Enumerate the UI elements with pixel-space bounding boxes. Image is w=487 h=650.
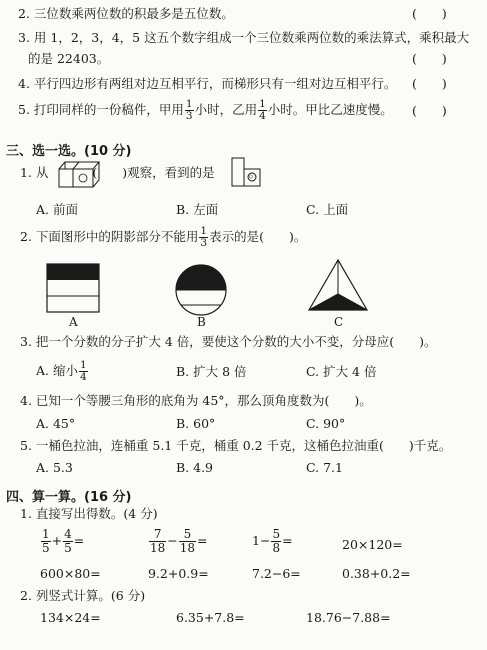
choose-q1-text-pre: 1. 从 — [20, 165, 49, 180]
choose-q5-option-a[interactable]: A. 5.3 — [36, 460, 73, 475]
calc-item-1a — [40, 528, 84, 555]
choose-q3-option-b[interactable]: B. 扩大 8 倍 — [176, 364, 247, 379]
calc-item-2b: 9.2+0.9= — [148, 566, 209, 581]
choose-q3: 3. 把一个分数的分子扩大 4 倍，要使这个分数的大小不变，分母应( )。 — [20, 334, 437, 349]
judge-q2: 2. 三位数乘两位数的积最多是五位数。 — [18, 6, 234, 21]
denominator: 18 — [179, 541, 196, 555]
equals-sign: = — [197, 533, 208, 548]
judge-q5-text-post: 小时。甲比乙速度慢。 — [267, 102, 393, 117]
denominator: 18 — [150, 541, 166, 555]
choose-q3-option-c[interactable]: C. 扩大 4 倍 — [306, 364, 377, 379]
fraction — [271, 528, 281, 555]
judge-q5-text-mid: 小时，乙用 — [194, 102, 258, 117]
choose-q1-text-mid: ( )观察，看到的是 — [92, 165, 215, 180]
denominator: 5 — [42, 541, 50, 555]
choose-q2-text-post: 表示的是( )。 — [209, 229, 307, 244]
choose-q1-text-end: 。 — [248, 165, 262, 180]
numerator: 1 — [200, 225, 208, 237]
shape-b-caption: B — [197, 315, 206, 329]
denominator: 3 — [200, 237, 208, 249]
answer-paren[interactable]: ( ) — [412, 51, 447, 66]
shape-c-triangle — [305, 258, 371, 314]
choose-q4-option-c[interactable]: C. 90° — [306, 416, 346, 431]
calc-sub1: 1. 直接写出得数。(4 分) — [20, 506, 158, 521]
numerator: 5 — [179, 528, 196, 542]
calc-item-1d: 20×120= — [342, 537, 403, 552]
choose-q5-option-c[interactable]: C. 7.1 — [306, 460, 343, 475]
choose-q3-option-a[interactable] — [36, 360, 89, 383]
shape-c-caption: C — [334, 315, 344, 329]
choose-q4-option-b[interactable]: B. 60° — [176, 416, 216, 431]
operator: + — [51, 533, 63, 548]
calc-vertical-1: 134×24= — [40, 610, 101, 625]
choose-q2 — [20, 226, 306, 249]
shape-a-caption: A — [69, 315, 78, 329]
operator: − — [167, 533, 178, 548]
choose-q5-option-b[interactable]: B. 4.9 — [176, 460, 214, 475]
calc-item-1c-pre: 1− — [252, 533, 271, 548]
fraction — [179, 528, 196, 555]
section-title-choose: 三、选一选。(10 分) — [6, 144, 132, 159]
calc-vertical-3: 18.76−7.88= — [306, 610, 391, 625]
numerator: 1 — [259, 98, 266, 110]
denominator: 4 — [79, 371, 87, 383]
calc-vertical-2: 6.35+7.8= — [176, 610, 245, 625]
fraction — [79, 360, 88, 383]
denominator: 5 — [64, 541, 72, 555]
answer-paren[interactable]: ( ) — [412, 103, 447, 118]
choose-q1-option-a[interactable]: A. 前面 — [36, 202, 78, 217]
choose-q2-text-pre: 2. 下面图形中的阴影部分不能用 — [20, 229, 199, 244]
choose-q4-option-a[interactable]: A. 45° — [36, 416, 76, 431]
shape-a-rectangle — [46, 263, 102, 315]
calc-sub2: 2. 列竖式计算。(6 分) — [20, 588, 146, 603]
judge-q5 — [18, 99, 393, 122]
equals-sign: = — [282, 533, 293, 548]
numerator: 4 — [64, 527, 72, 541]
section-title-calc: 四、算一算。(16 分) — [6, 490, 132, 505]
choose-q5: 5. 一桶色拉油，连桶重 5.1 千克，桶重 0.2 千克，这桶色拉油重( )千克。 — [20, 438, 452, 453]
calc-item-2a: 600×80= — [40, 566, 101, 581]
numerator: 5 — [272, 527, 281, 541]
calc-item-1c — [252, 528, 293, 555]
equals-sign: = — [73, 533, 85, 548]
numerator: 1 — [185, 98, 193, 110]
fraction — [185, 99, 194, 122]
cube-solid-figure — [57, 157, 103, 191]
fraction — [199, 226, 208, 249]
numerator: 1 — [79, 359, 87, 371]
calc-item-2c: 7.2−6= — [252, 566, 301, 581]
numerator: 1 — [42, 527, 50, 541]
answer-paren[interactable]: ( ) — [412, 6, 447, 21]
choose-q1-option-c[interactable]: C. 上面 — [306, 202, 349, 217]
view-result-figure — [231, 157, 263, 189]
fraction — [63, 528, 73, 555]
judge-q3-line2: 的是 22403。 — [28, 51, 110, 66]
denominator: 3 — [185, 110, 193, 122]
fraction — [258, 99, 267, 122]
answer-paren[interactable]: ( ) — [412, 76, 447, 91]
calc-item-2d: 0.38+0.2= — [342, 566, 411, 581]
judge-q5-text-pre: 5. 打印同样的一份稿件，甲用 — [18, 102, 184, 117]
denominator: 4 — [259, 110, 266, 122]
numerator: 7 — [149, 528, 166, 542]
flower-icon — [79, 174, 87, 182]
shape-b-circle — [172, 261, 230, 319]
choose-q3-option-a-text: A. 缩小 — [36, 363, 78, 378]
fraction — [149, 528, 166, 555]
choose-q4: 4. 已知一个等腰三角形的底角为 45°，那么顶角度数为( )。 — [20, 393, 372, 408]
judge-q4: 4. 平行四边形有两组对边互相平行，而梯形只有一组对边互相平行。 — [18, 76, 397, 91]
fraction — [41, 528, 51, 555]
denominator: 8 — [272, 541, 281, 555]
choose-q1-option-b[interactable]: B. 左面 — [176, 202, 219, 217]
calc-item-1b — [148, 528, 208, 555]
judge-q3-line1: 3. 用 1，2，3，4，5 这五个数字组成一个三位数乘两位数的乘法算式，乘积最大 — [18, 30, 470, 45]
